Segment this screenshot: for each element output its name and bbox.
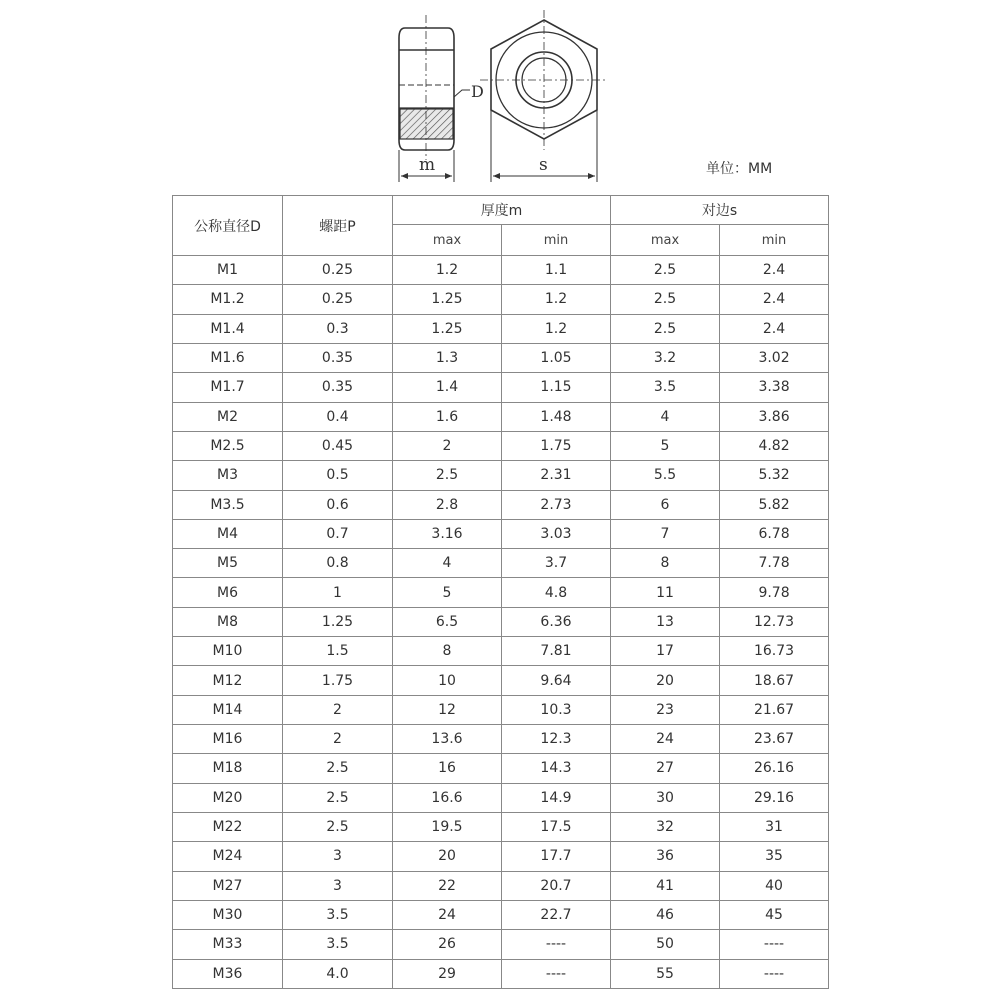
cell-across-flats-min: ---- [720,959,829,989]
cell-nominal-diameter: M10 [173,637,283,666]
cell-across-flats-max: 5 [611,431,720,460]
cell-pitch: 3 [283,842,393,871]
cell-thickness-max: 3.16 [393,519,502,548]
cell-across-flats-max: 6 [611,490,720,519]
cell-across-flats-min: 31 [720,812,829,841]
cell-pitch: 0.25 [283,285,393,314]
cell-nominal-diameter: M20 [173,783,283,812]
cell-across-flats-min: 40 [720,871,829,900]
cell-thickness-min: 1.2 [502,314,611,343]
cell-thickness-max: 1.25 [393,285,502,314]
table-row [173,607,829,636]
cell-nominal-diameter: M12 [173,666,283,695]
table-row [173,431,829,460]
cell-across-flats-min: 3.38 [720,373,829,402]
header-thickness-min: min [502,225,611,256]
cell-pitch: 0.35 [283,343,393,372]
cell-pitch: 0.4 [283,402,393,431]
cell-pitch: 2.5 [283,754,393,783]
cell-across-flats-max: 5.5 [611,461,720,490]
cell-nominal-diameter: M1.4 [173,314,283,343]
cell-thickness-min: 12.3 [502,725,611,754]
cell-thickness-min: 1.48 [502,402,611,431]
cell-thickness-min: 1.75 [502,431,611,460]
cell-thickness-max: 5 [393,578,502,607]
cell-nominal-diameter: M16 [173,725,283,754]
cell-thickness-max: 29 [393,959,502,989]
cell-thickness-max: 13.6 [393,725,502,754]
cell-across-flats-min: 6.78 [720,519,829,548]
cell-across-flats-min: 9.78 [720,578,829,607]
cell-across-flats-min: 18.67 [720,666,829,695]
cell-thickness-max: 16 [393,754,502,783]
table-row [173,842,829,871]
table-row [173,314,829,343]
table-row [173,959,829,989]
cell-pitch: 1.5 [283,637,393,666]
cell-thickness-max: 24 [393,900,502,929]
cell-nominal-diameter: M18 [173,754,283,783]
cell-thickness-min: 10.3 [502,695,611,724]
cell-thickness-max: 20 [393,842,502,871]
cell-nominal-diameter: M5 [173,549,283,578]
cell-pitch: 2.5 [283,783,393,812]
cell-pitch: 1.75 [283,666,393,695]
table-row [173,754,829,783]
cell-pitch: 2 [283,695,393,724]
cell-nominal-diameter: M27 [173,871,283,900]
cell-across-flats-max: 17 [611,637,720,666]
cell-thickness-min: 3.03 [502,519,611,548]
cell-thickness-max: 16.6 [393,783,502,812]
dimension-label-m: m [419,155,436,175]
table-row [173,578,829,607]
cell-thickness-min: ---- [502,930,611,959]
cell-pitch: 3.5 [283,900,393,929]
table-row [173,871,829,900]
cell-thickness-min: 1.2 [502,285,611,314]
cell-thickness-min: 1.05 [502,343,611,372]
cell-thickness-max: 4 [393,549,502,578]
cell-thickness-min: 6.36 [502,607,611,636]
cell-pitch: 1.25 [283,607,393,636]
header-pitch: 螺距P [283,196,393,256]
cell-nominal-diameter: M8 [173,607,283,636]
cell-across-flats-min: 3.02 [720,343,829,372]
cell-across-flats-max: 3.2 [611,343,720,372]
spec-table-body [173,256,829,989]
cell-thickness-min: 2.73 [502,490,611,519]
table-row [173,343,829,372]
cell-thickness-min: ---- [502,959,611,989]
cell-thickness-min: 17.5 [502,812,611,841]
table-row [173,637,829,666]
cell-thickness-max: 2.5 [393,461,502,490]
cell-thickness-max: 2 [393,431,502,460]
cell-across-flats-min: 7.78 [720,549,829,578]
cell-pitch: 0.35 [283,373,393,402]
table-row [173,812,829,841]
header-across-flats: 对边s [611,196,829,225]
cell-thickness-min: 4.8 [502,578,611,607]
cell-across-flats-min: ---- [720,930,829,959]
cell-thickness-min: 1.1 [502,256,611,285]
cell-thickness-min: 1.15 [502,373,611,402]
cell-across-flats-min: 2.4 [720,256,829,285]
cell-thickness-max: 10 [393,666,502,695]
cell-nominal-diameter: M1.2 [173,285,283,314]
cell-across-flats-max: 27 [611,754,720,783]
cell-across-flats-min: 35 [720,842,829,871]
cell-thickness-min: 20.7 [502,871,611,900]
cell-thickness-max: 1.2 [393,256,502,285]
cell-thickness-min: 7.81 [502,637,611,666]
table-row [173,725,829,754]
cell-thickness-max: 1.4 [393,373,502,402]
cell-across-flats-max: 24 [611,725,720,754]
cell-pitch: 2 [283,725,393,754]
table-row [173,549,829,578]
header-thickness: 厚度m [393,196,611,225]
cell-pitch: 0.6 [283,490,393,519]
cell-pitch: 2.5 [283,812,393,841]
hex-nut-spec-table [172,195,829,989]
cell-across-flats-min: 26.16 [720,754,829,783]
cell-thickness-min: 3.7 [502,549,611,578]
cell-thickness-min: 14.3 [502,754,611,783]
cell-nominal-diameter: M1.6 [173,343,283,372]
cell-across-flats-min: 3.86 [720,402,829,431]
cell-thickness-min: 14.9 [502,783,611,812]
cell-across-flats-max: 32 [611,812,720,841]
cell-nominal-diameter: M36 [173,959,283,989]
cell-across-flats-min: 2.4 [720,285,829,314]
cell-thickness-min: 2.31 [502,461,611,490]
header-across-flats-max: max [611,225,720,256]
cell-thickness-min: 9.64 [502,666,611,695]
cell-thickness-max: 26 [393,930,502,959]
cell-nominal-diameter: M2.5 [173,431,283,460]
cell-nominal-diameter: M22 [173,812,283,841]
table-row [173,519,829,548]
cell-pitch: 3.5 [283,930,393,959]
cell-across-flats-max: 13 [611,607,720,636]
cell-across-flats-min: 5.32 [720,461,829,490]
table-row [173,695,829,724]
cell-pitch: 0.45 [283,431,393,460]
table-row [173,373,829,402]
cell-thickness-max: 19.5 [393,812,502,841]
cell-nominal-diameter: M6 [173,578,283,607]
cell-across-flats-max: 36 [611,842,720,871]
cell-across-flats-min: 21.67 [720,695,829,724]
cell-across-flats-max: 46 [611,900,720,929]
table-row [173,285,829,314]
table-row [173,256,829,285]
unit-label: 单位：MM [706,161,773,177]
cell-across-flats-max: 2.5 [611,285,720,314]
cell-pitch: 0.25 [283,256,393,285]
cell-across-flats-max: 4 [611,402,720,431]
hex-nut-drawing [0,0,999,190]
cell-across-flats-max: 2.5 [611,256,720,285]
cell-nominal-diameter: M3.5 [173,490,283,519]
header-thickness-max: max [393,225,502,256]
cell-across-flats-max: 2.5 [611,314,720,343]
cell-pitch: 0.3 [283,314,393,343]
cell-nominal-diameter: M2 [173,402,283,431]
cell-nominal-diameter: M4 [173,519,283,548]
cell-across-flats-min: 16.73 [720,637,829,666]
cell-thickness-max: 1.25 [393,314,502,343]
cell-across-flats-min: 23.67 [720,725,829,754]
cell-across-flats-max: 41 [611,871,720,900]
cell-across-flats-max: 50 [611,930,720,959]
header-across-flats-min: min [720,225,829,256]
cell-across-flats-max: 30 [611,783,720,812]
cell-pitch: 0.7 [283,519,393,548]
dimension-label-s: s [539,155,548,175]
cell-across-flats-max: 20 [611,666,720,695]
cell-thickness-max: 8 [393,637,502,666]
cell-nominal-diameter: M24 [173,842,283,871]
cell-nominal-diameter: M14 [173,695,283,724]
cell-across-flats-min: 4.82 [720,431,829,460]
cell-pitch: 4.0 [283,959,393,989]
cell-across-flats-max: 55 [611,959,720,989]
cell-across-flats-min: 12.73 [720,607,829,636]
cell-across-flats-max: 8 [611,549,720,578]
cell-across-flats-max: 23 [611,695,720,724]
cell-thickness-max: 22 [393,871,502,900]
cell-thickness-max: 2.8 [393,490,502,519]
cell-nominal-diameter: M1.7 [173,373,283,402]
cell-thickness-max: 1.3 [393,343,502,372]
cell-nominal-diameter: M30 [173,900,283,929]
dimension-label-d: D [471,82,484,101]
cell-nominal-diameter: M33 [173,930,283,959]
cell-across-flats-max: 7 [611,519,720,548]
cell-nominal-diameter: M3 [173,461,283,490]
cell-across-flats-min: 2.4 [720,314,829,343]
table-row [173,490,829,519]
table-row [173,930,829,959]
cell-pitch: 3 [283,871,393,900]
cell-pitch: 1 [283,578,393,607]
cell-across-flats-max: 11 [611,578,720,607]
cell-across-flats-min: 29.16 [720,783,829,812]
cell-thickness-min: 22.7 [502,900,611,929]
cell-thickness-max: 12 [393,695,502,724]
table-row [173,900,829,929]
cell-across-flats-min: 5.82 [720,490,829,519]
table-row [173,402,829,431]
cell-pitch: 0.5 [283,461,393,490]
cell-thickness-max: 1.6 [393,402,502,431]
cell-nominal-diameter: M1 [173,256,283,285]
table-row [173,666,829,695]
table-row [173,461,829,490]
header-nominal-diameter: 公称直径D [173,196,283,256]
cell-thickness-min: 17.7 [502,842,611,871]
cell-pitch: 0.8 [283,549,393,578]
cell-across-flats-max: 3.5 [611,373,720,402]
cell-across-flats-min: 45 [720,900,829,929]
table-row [173,783,829,812]
cell-thickness-max: 6.5 [393,607,502,636]
